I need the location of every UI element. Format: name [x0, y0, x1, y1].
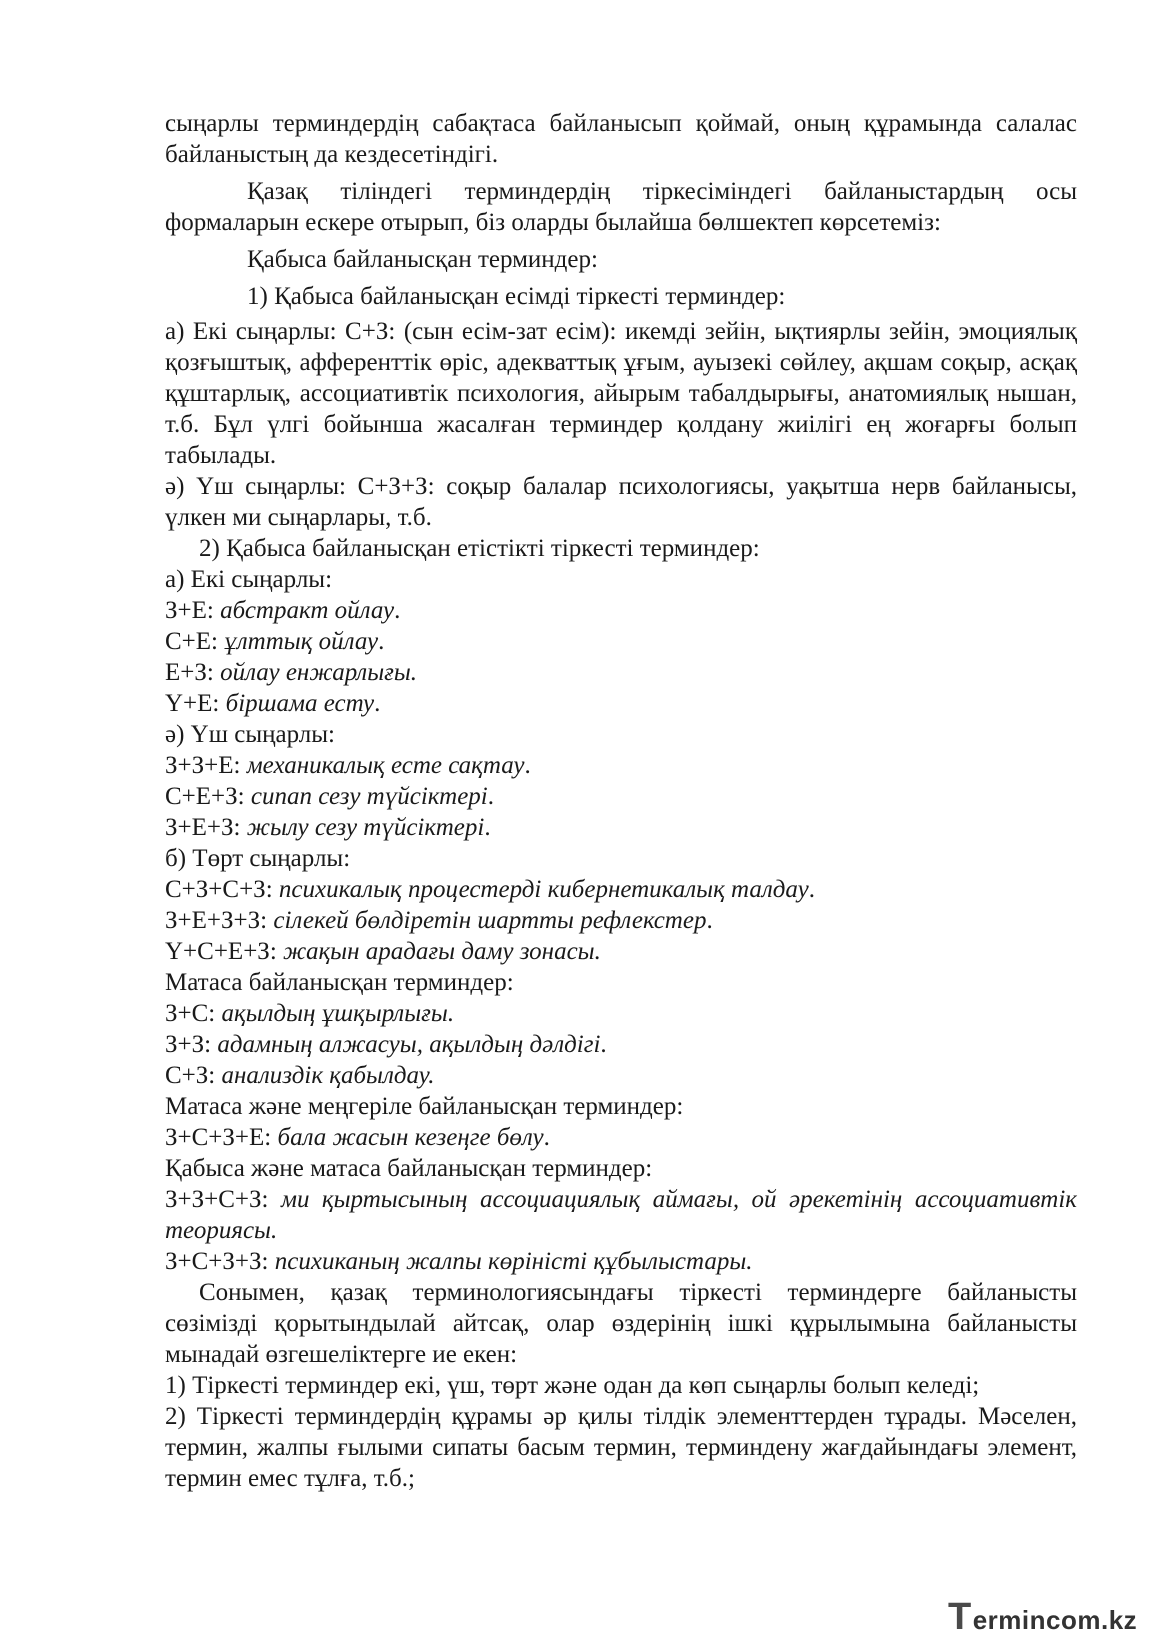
formula-end: .: [600, 1031, 607, 1058]
formula-example: психиканың жалпы көріністі құбылыстары.: [274, 1248, 753, 1275]
site-watermark-logo: [948, 1596, 1137, 1639]
formula-line: [165, 812, 1077, 843]
list-heading: а) Екі сыңарлы:: [165, 566, 333, 593]
formula-example: ми қыртысының ассоциациялық аймағы, ой әрекетінің ассоциативтік теориясы.: [165, 1186, 1077, 1244]
formula-list: [165, 595, 1077, 1184]
formula-example: абстракт ойлау: [220, 597, 395, 624]
formula-line: [165, 626, 1077, 657]
formula-line: [165, 750, 1077, 781]
formula-example: анализдік қабылдау.: [221, 1062, 435, 1089]
formula-example: механикалық есте сақтау: [246, 752, 525, 779]
list-heading: ә) Үш сыңарлы:: [165, 721, 335, 748]
document-page: [165, 108, 1077, 1494]
formula-example: біршама есту: [225, 690, 375, 717]
formula-example: ұлттық ойлау: [224, 628, 379, 655]
formula-code: С+Е:: [165, 628, 225, 655]
formula-end: .: [524, 752, 531, 779]
formula-code: Е+З:: [165, 659, 221, 686]
formula-example: ақылдың ұшқырлығы.: [221, 1000, 455, 1027]
formula-code: З+С+З+Е:: [165, 1124, 278, 1151]
section-heading: Қабыса байланысқан терминдер:: [247, 246, 598, 273]
formula-code: С+Е+З:: [165, 783, 251, 810]
formula-line: [165, 781, 1077, 812]
conclusion-paragraph: Сонымен, қазақ терминологиясындағы тіркесті терминдерге байланысты сөзімізді қорытындылай айтсақ, олар өздерінің ішкі құрылымына байланысты мынадай өзгешеліктерге ие екен:: [165, 1279, 1077, 1368]
formula-line: [165, 874, 1077, 905]
list-heading: Матаса және меңгеріле байланысқан терминдер:: [165, 1093, 684, 1120]
formula-end: .: [808, 876, 815, 903]
formula-end: .: [484, 814, 491, 841]
formula-end: .: [378, 628, 385, 655]
formula-line: [165, 905, 1077, 936]
paragraph: сыңарлы терминдердің сабақтаса байланысып қоймай, оның құрамында салалас байланыстың да кездесетіндігі.: [165, 110, 1077, 168]
formula-code: Ү+С+Е+З:: [165, 938, 284, 965]
list-heading: Қабыса және матаса байланысқан терминдер:: [165, 1155, 653, 1182]
formula-code: С+З:: [165, 1062, 222, 1089]
formula-line: [165, 595, 1077, 626]
formula-code: З+З+Е:: [165, 752, 247, 779]
formula-line: [165, 998, 1077, 1029]
conclusion-item: 2) Тіркесті терминдердің құрамы әр қилы тілдік элементтерден тұрады. Мәселен, термин, жалпы ғылыми сипаты басым термин, терминдену жағдайындағы элемент, термин емес тұлға, т.б.;: [165, 1403, 1077, 1492]
formula-example: бала жасын кезеңге бөлу: [277, 1124, 544, 1151]
formula-example: психикалық процестерді кибернетикалық талдау: [278, 876, 809, 903]
formula-line: [165, 1029, 1077, 1060]
formula-example: жақын арадағы даму зонасы.: [283, 938, 601, 965]
formula-line: [165, 936, 1077, 967]
formula-end: .: [487, 783, 494, 810]
subsection-heading: 1) Қабыса байланысқан есімді тіркесті терминдер:: [247, 283, 786, 310]
formula-line: [165, 1246, 1077, 1277]
formula-line: [165, 1184, 1077, 1246]
formula-end: .: [706, 907, 713, 934]
conclusion-item: 1) Тіркесті терминдер екі, үш, төрт және одан да көп сыңарлы болып келеді;: [165, 1372, 980, 1399]
formula-line: [165, 1060, 1077, 1091]
formula-code: З+Е+З+З:: [165, 907, 274, 934]
watermark-text: ermincom: [972, 1605, 1101, 1635]
watermark-domain: .kz: [1100, 1605, 1138, 1635]
formula-example: сипап сезу түйсіктері: [250, 783, 488, 810]
formula-code: З+С:: [165, 1000, 222, 1027]
formula-line: [165, 1122, 1077, 1153]
formula-end: .: [374, 690, 381, 717]
paragraph: ә) Үш сыңарлы: С+З+З: соқыр балалар психологиясы, уақытша нерв байланысы, үлкен ми сыңарлары, т.б.: [165, 473, 1077, 531]
list-heading: б) Төрт сыңарлы:: [165, 845, 351, 872]
formula-end: .: [543, 1124, 550, 1151]
formula-code: З+З:: [165, 1031, 218, 1058]
formula-code: Ү+Е:: [165, 690, 226, 717]
formula-example: жылу сезу түйсіктері: [246, 814, 485, 841]
list-heading: Матаса байланысқан терминдер:: [165, 969, 514, 996]
formula-code: З+З+С+З:: [165, 1186, 281, 1213]
formula-code: З+С+З+З:: [165, 1248, 275, 1275]
formula-code: З+Е:: [165, 597, 221, 624]
formula-code: С+З+С+З:: [165, 876, 279, 903]
watermark-big-letter: T: [948, 1596, 972, 1638]
formula-line: [165, 688, 1077, 719]
formula-example: сілекей бөлдіретін шартты рефлекстер: [273, 907, 707, 934]
formula-code: З+Е+З:: [165, 814, 247, 841]
formula-end: .: [394, 597, 401, 624]
formula-example: адамның алжасуы, ақылдың дәлдігі: [217, 1031, 601, 1058]
paragraph: Қазақ тіліндегі терминдердің тіркесіміндегі байланыстардың осы формаларын ескере отырып, біз оларды былайша бөлшектеп көрсетеміз:: [165, 178, 1077, 236]
subsection-heading: 2) Қабыса байланысқан етістікті тіркесті терминдер:: [199, 535, 760, 562]
paragraph: а) Екі сыңарлы: С+З: (сын есім-зат есім): икемді зейін, ықтиярлы зейін, эмоциялық қозғыштық, афференттік өріс, адекваттық ұғым, ауызекі сөйлеу, ақшам соқыр, асқақ құштарлық, ассоциативтік психология, айырым табалдырығы, анатомиялық нышан, т.б. Бұл үлгі бойынша жасалған терминдер қолдану жиілігі ең жоғарғы болып табылады.: [165, 318, 1077, 469]
formula-line: [165, 657, 1077, 688]
formula-example: ойлау енжарлығы.: [220, 659, 418, 686]
